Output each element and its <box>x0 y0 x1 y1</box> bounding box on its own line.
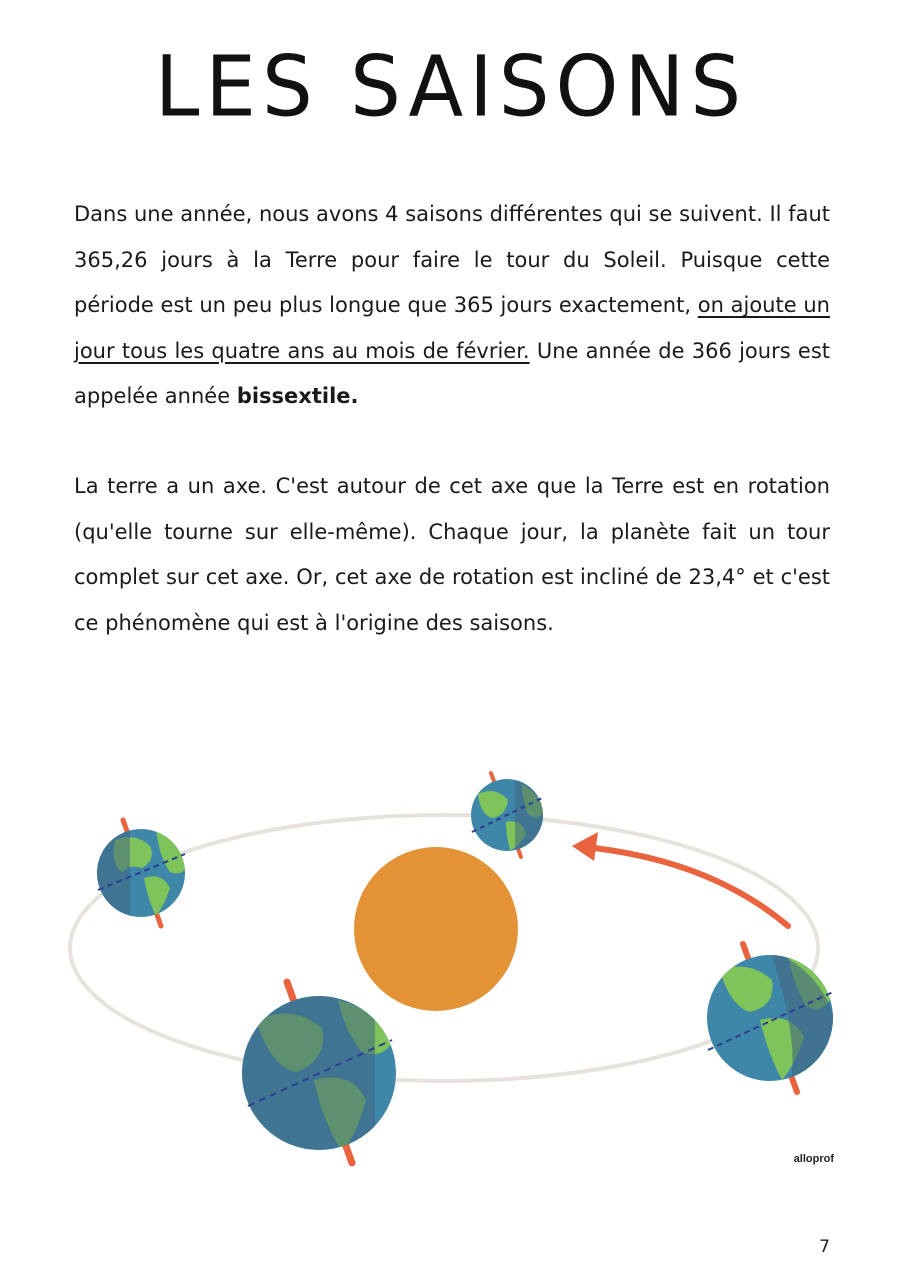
page-title: LES SAISONS <box>154 37 748 136</box>
page-number: 7 <box>819 1237 830 1257</box>
earth-icon <box>230 982 396 1163</box>
paragraph-axis: La terre a un axe. C'est autour de cet axe que la Terre est en rotation (qu'elle tourne sur elle-même). Chaque jour, la planète fait un tour complet sur cet axe. Or, cet axe de rotation est incliné de 23,4° et c'est ce phénomène qui est à l'origine des saisons. <box>74 474 830 635</box>
underlined-leap-day-text: on ajoute un jour tous les quatre ans au mois de février. <box>74 293 830 363</box>
sun-icon <box>354 847 518 1011</box>
earth-icon <box>471 773 555 860</box>
earth-icon <box>80 820 190 930</box>
credit-logo: alloprof <box>793 1153 834 1165</box>
seasons-diagram <box>60 760 850 1180</box>
bissextile-term: bissextile. <box>236 384 359 408</box>
paragraph-middle-text: Une année de 366 jours est appelée année <box>74 338 830 408</box>
paragraph-intro-text: Dans une année, nous avons 4 saisons différentes qui se suivent. Il faut 365,26 jours à la Terre pour faire le tour du Soleil. Puisque cette période est un peu plus longue que 365 jours exactement, <box>74 202 830 317</box>
paragraph-seasons-intro <box>74 192 830 420</box>
